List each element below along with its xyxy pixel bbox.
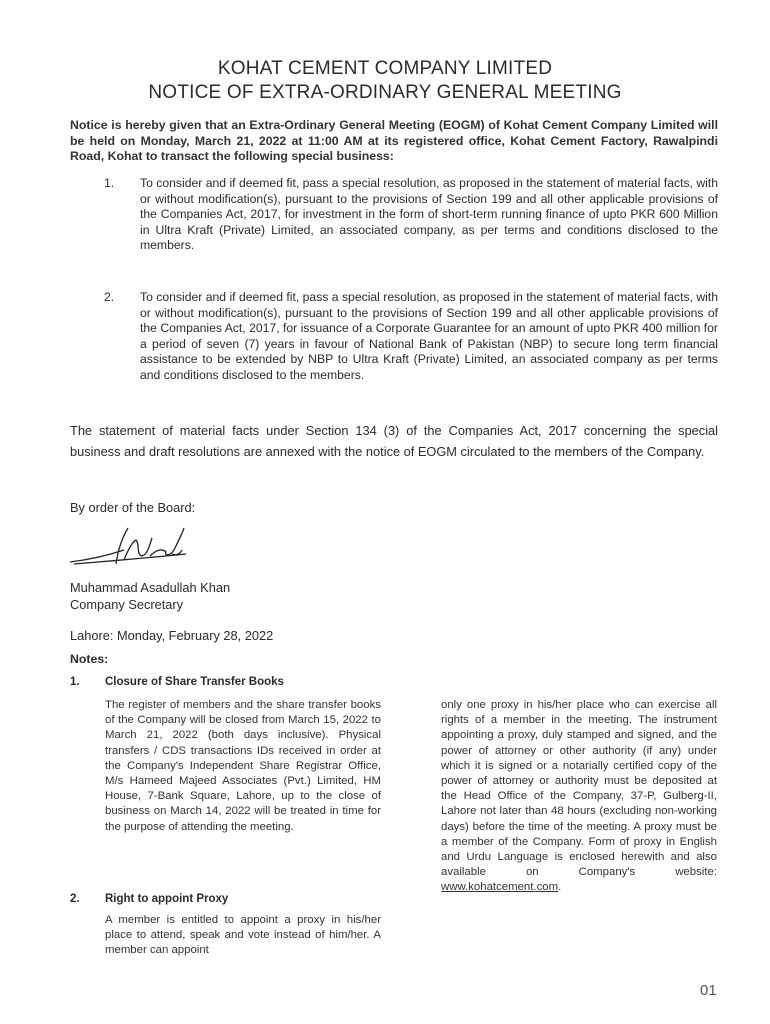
order-of-board: By order of the Board:: [70, 500, 196, 515]
notice-title-heading: NOTICE OF EXTRA-ORDINARY GENERAL MEETING: [148, 82, 622, 103]
notes-heading: Notes:: [70, 652, 109, 666]
business-item-text: To consider and if deemed fit, pass a special resolution, as proposed in the statement of material facts, with or without modification(s), pursuant to the provisions of Section 199 and all other applicable provisions of the Companies Act, 2017, for issuance of a Corporate Guarantee for an amount of upto PKR 400 million for a period of seven (7) years in favour of National Bank of Pakistan (NBP) to secure long term financial assistance to be extended by NBP to Ultra Kraft (Private) Limited, an associated company as per terms and conditions disclosed to the members.: [140, 290, 718, 382]
page-number: 01: [700, 982, 717, 999]
note-text-end: .: [558, 881, 562, 894]
note-title: Right to appoint Proxy: [105, 893, 229, 905]
note-text: A member is entitled to appoint a proxy in his/her place to attend, speak and vote instead of him/her. A member can appoint: [105, 914, 381, 957]
note-number: 2.: [70, 893, 80, 905]
business-item-number: 2.: [104, 290, 115, 304]
statement-paragraph: The statement of material facts under Section 134 (3) of the Companies Act, 2017 concerning the special business and draft resolutions are annexed with the notice of EOGM circulated to the members of the Company.: [70, 423, 718, 459]
signer-name: Muhammad Asadullah Khan: [70, 580, 231, 595]
note-text: The register of members and the share transfer books of the Company will be closed from March 15, 2022 to March 21, 2022 (both days inclusive). Physical transfers / CDS transactions IDs received in order at the Company's Independent Share Registrar Office, M/s Hameed Majeed Associates (Pvt.) Limited, HM House, 7-Bank Square, Lahore, up to the close of business on March 14, 2022 will be treated in time for the purpose of attending the meeting.: [105, 699, 381, 833]
note-text-continued: [441, 698, 717, 896]
business-item-number: 1.: [104, 176, 115, 190]
signer-title: Company Secretary: [70, 597, 184, 612]
note-number: 1.: [70, 676, 80, 688]
intro-paragraph: Notice is hereby given that an Extra-Ordinary General Meeting (EOGM) of Kohat Cement Company Limited will be held on Monday, March 21, 2022 at 11:00 AM at its registered office, Kohat Cement Factory, Rawalpindi Road, Kohat to transact the following special business:: [70, 118, 718, 163]
note-title: Closure of Share Transfer Books: [105, 676, 284, 688]
signature-image: [66, 520, 206, 580]
note-text-continued-body: only one proxy in his/her place who can exercise all rights of a member in the meeting. The instrument appointing a proxy, duly stamped and signed, and the power of attorney or other authority (if any) under which it is signed or a notarially certified copy of the power of attorney or authority must be deposited at the Head Office of the Company, 37-P, Gulberg-II, Lahore not later than 48 hours (excluding non-working days) before the time of the meeting. A proxy must be a member of the Company. Form of proxy in English and Urdu Language is enclosed herewith and also available on Company's website:: [441, 699, 717, 879]
company-name-heading: KOHAT CEMENT COMPANY LIMITED: [217, 58, 553, 79]
company-website-link[interactable]: www.kohatcement.com: [441, 881, 559, 894]
notice-date: Lahore: Monday, February 28, 2022: [70, 628, 274, 643]
business-item-text: To consider and if deemed fit, pass a special resolution, as proposed in the statement of material facts, with or without modification(s), pursuant to the provisions of Section 199 and all other applicable provisions of the Companies Act, 2017, for investment in the form of short-term running finance of upto PKR 600 Million in Ultra Kraft (Private) Limited, an associated company, as per terms and conditions disclosed to the members.: [140, 176, 718, 253]
